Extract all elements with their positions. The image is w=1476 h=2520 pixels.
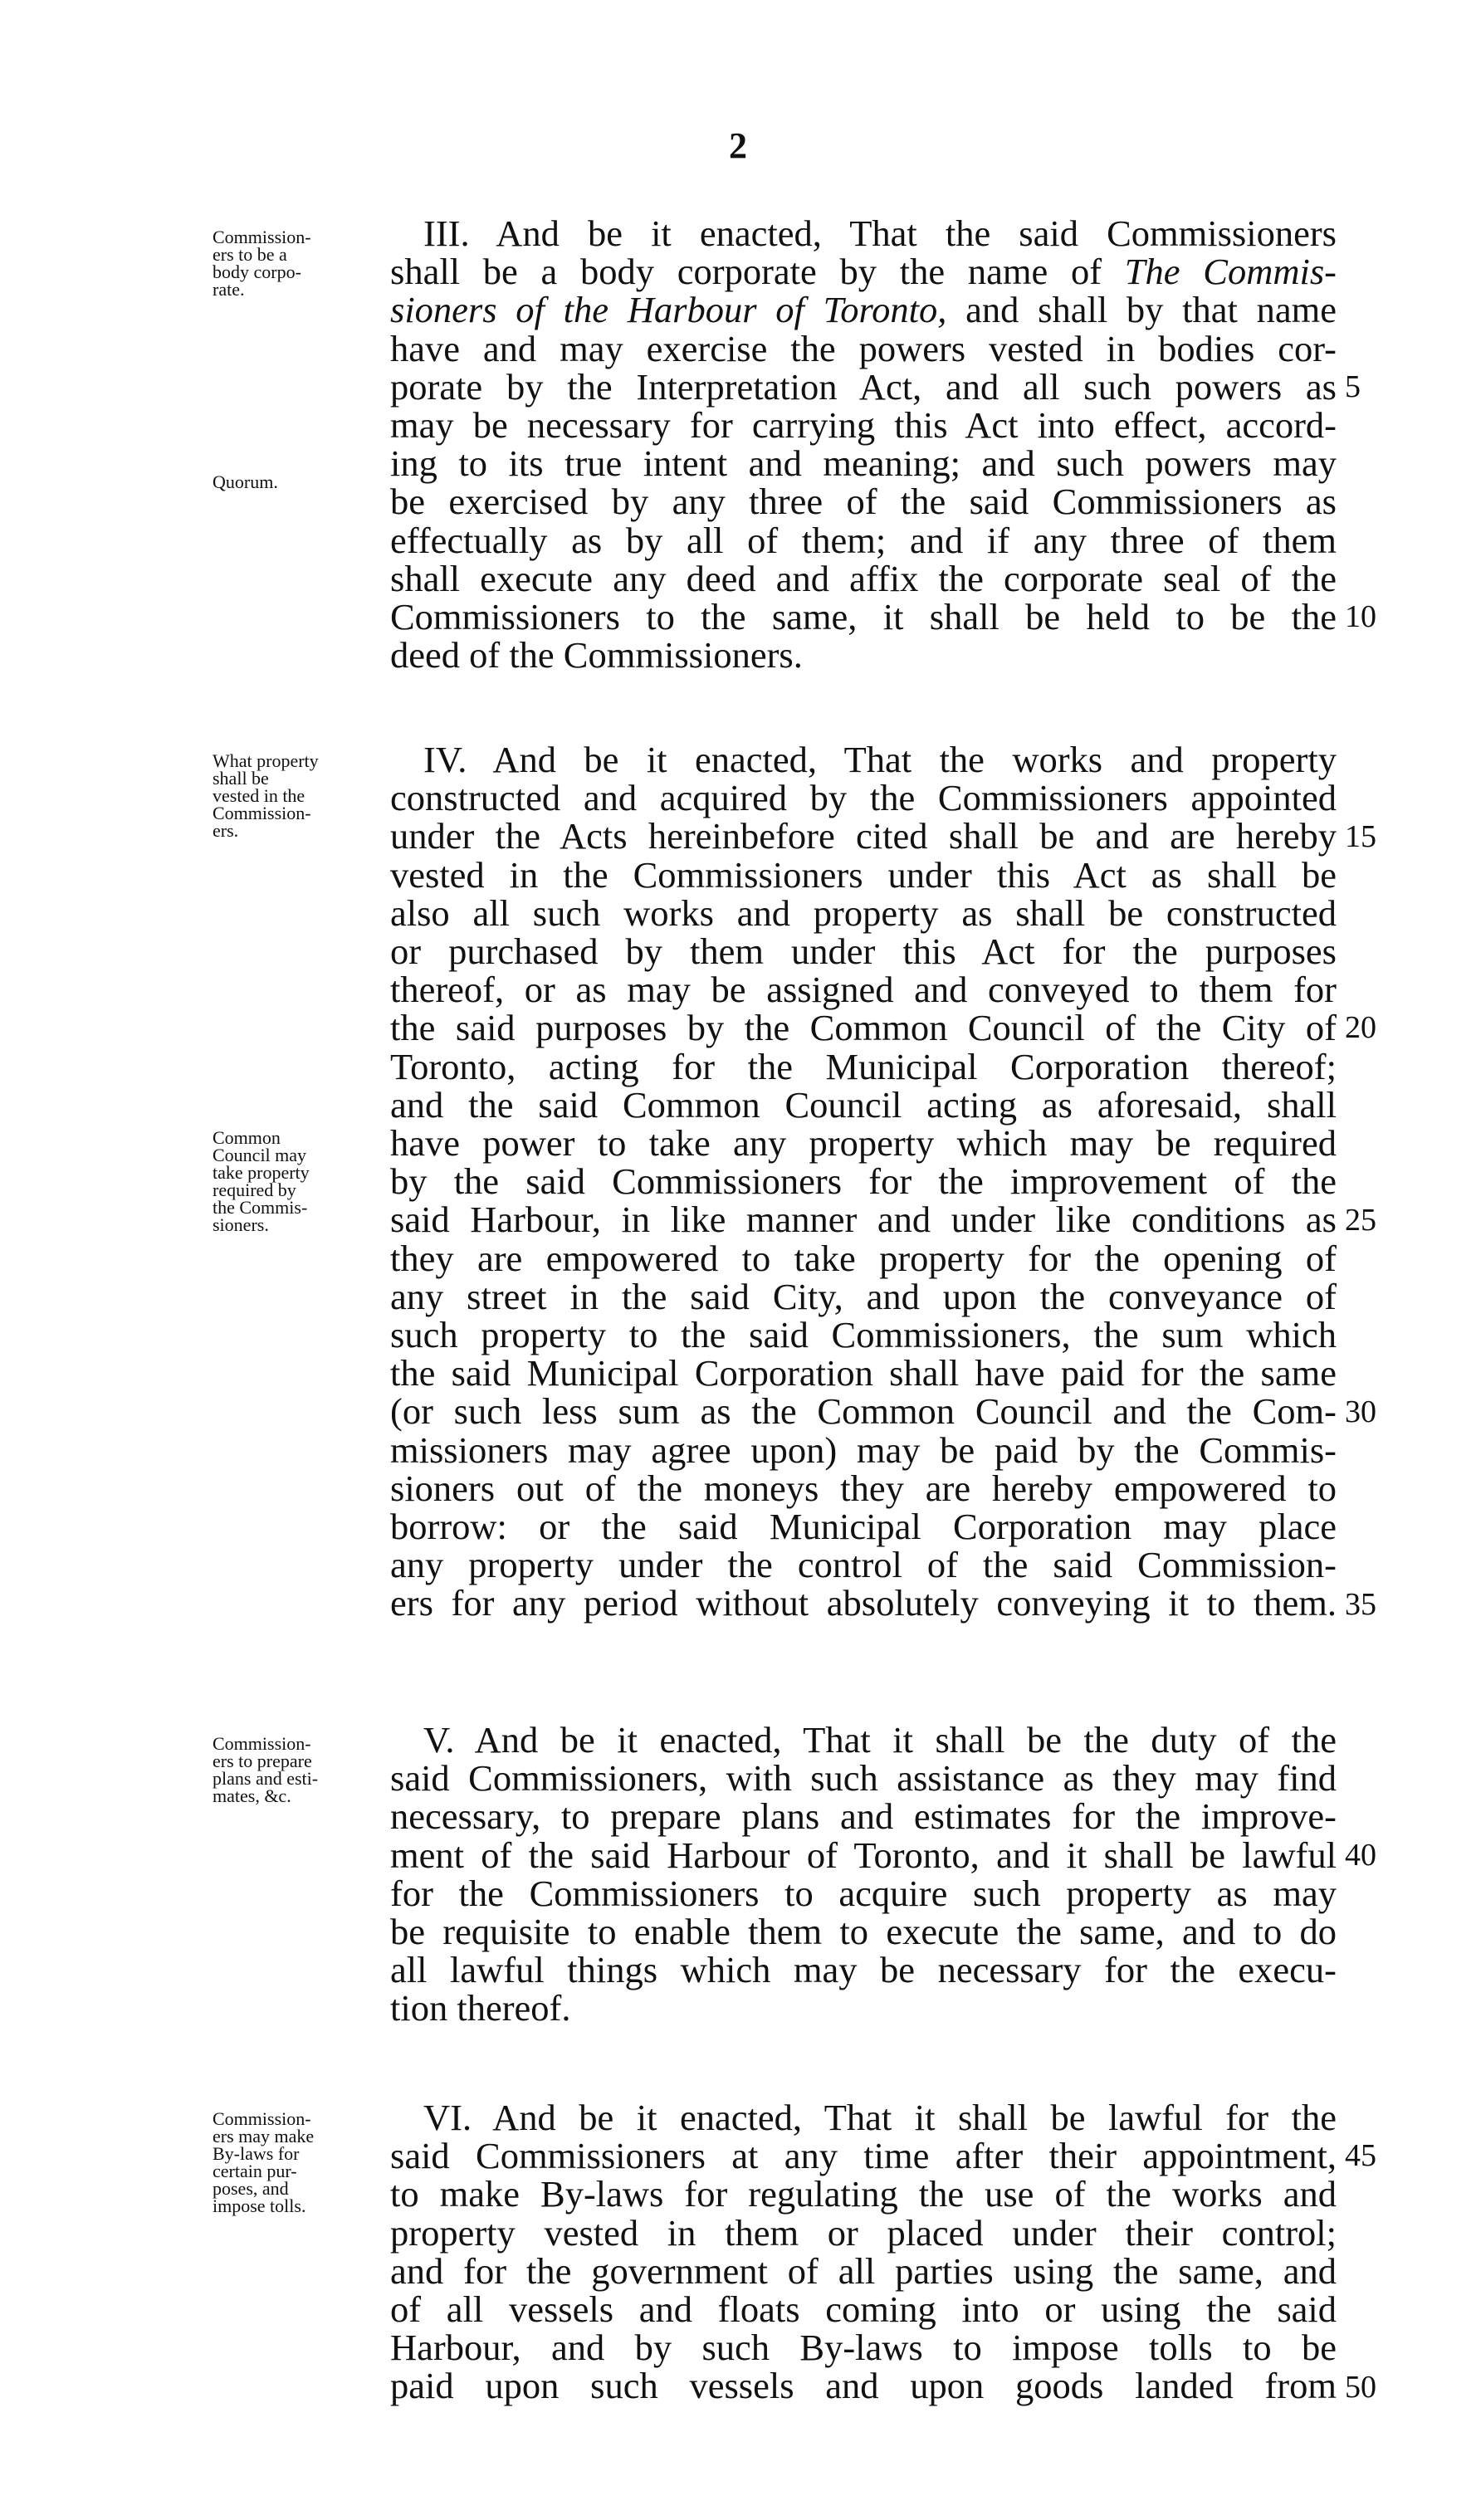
text-line: and for the government of all parties using the same, and: [390, 2249, 1337, 2292]
line-number-50: 50: [1345, 2370, 1376, 2405]
section-iii: [390, 214, 1337, 674]
text-line: deed of the Commissioners.: [390, 634, 803, 676]
sidenote-line: Commission-: [213, 803, 311, 823]
sidenote-line: rate.: [213, 279, 245, 300]
text-line: by the said Commissioners for the improvement of the: [390, 1160, 1337, 1203]
line-number-20: 20: [1345, 1010, 1376, 1045]
sidenote-commissioners-body-corporate: [213, 228, 387, 298]
sidenote-line: the Commis-: [213, 1197, 308, 1218]
line-number-35: 35: [1345, 1587, 1376, 1622]
italic-fragment: sioners of the Harbour of Toronto,: [390, 289, 947, 331]
text-fragment: shall be a body corporate by the name of: [390, 251, 1125, 293]
text-line: porate by the Interpretation Act, and all such powers as: [390, 365, 1337, 408]
text-line: necessary, to prepare plans and estimates for the improve-: [390, 1795, 1337, 1838]
text-line: they are empowered to take property for the opening of: [390, 1237, 1337, 1279]
text-line: be exercised by any three of the said Commissioners as: [390, 481, 1337, 523]
text-line: ers for any period without absolutely conveying it to them.: [390, 1582, 1337, 1624]
sidenote-prepare-plans: [213, 1735, 387, 1805]
text-line: [390, 252, 1337, 291]
italic-fragment: The Commis-: [1124, 251, 1337, 293]
sidenote-line: vested in the: [213, 785, 305, 806]
text-line: effectually as by all of them; and if any three of them: [390, 519, 1337, 561]
text-line: constructed and acquired by the Commissioners appointed: [390, 777, 1337, 819]
text-line: or purchased by them under this Act for the purposes: [390, 930, 1337, 973]
sidenote-line: body corpo-: [213, 261, 301, 282]
text-line: [390, 291, 1337, 329]
sidenote-line: By-laws for: [213, 2143, 300, 2164]
text-line: to make By-laws for regulating the use of the works and: [390, 2173, 1337, 2215]
text-line: said Commissioners at any time after their appointment,: [390, 2135, 1337, 2177]
sidenote-line: impose tolls.: [213, 2195, 306, 2216]
text-line: (or such less sum as the Common Council and the Com-: [390, 1390, 1337, 1433]
sidenote-line: What property: [213, 750, 319, 771]
text-line: all lawful things which may be necessary for the execu-: [390, 1949, 1337, 1991]
text-line: under the Acts hereinbefore cited shall be and are hereby: [390, 815, 1337, 857]
text-line: borrow: or the said Municipal Corporation may place: [390, 1506, 1337, 1548]
sidenote-line: Council may: [213, 1145, 307, 1165]
text-line: IV. And be it enacted, That the works and property: [423, 739, 1337, 780]
sidenote-line: required by: [213, 1179, 296, 1200]
sidenote-line: Commission-: [213, 1733, 311, 1754]
text-line: paid upon such vessels and upon goods landed from: [390, 2365, 1337, 2407]
text-line: such property to the said Commissioners, the sum which: [390, 1314, 1337, 1356]
text-line: for the Commissioners to acquire such property as may: [390, 1872, 1337, 1914]
sidenote-line: shall be: [213, 768, 269, 789]
text-line: the said Municipal Corporation shall have paid for the same: [390, 1352, 1337, 1394]
page-number: 2: [729, 125, 747, 166]
sidenote-quorum: [213, 473, 387, 491]
text-line: ment of the said Harbour of Toronto, and it shall be lawful: [390, 1834, 1337, 1876]
text-line: said Commissioners, with such assistance as they may find: [390, 1757, 1337, 1800]
sidenote-line: plans and esti-: [213, 1768, 319, 1789]
sidenote-line: ers.: [213, 820, 239, 841]
sidenote-line: sioners.: [213, 1214, 269, 1235]
sidenote-line: Commission-: [213, 2108, 311, 2129]
text-fragment: and shall by that name: [946, 289, 1337, 331]
text-line: missioners may agree upon) may be paid by the Commis-: [390, 1428, 1337, 1471]
text-line: sioners out of the moneys they are hereby empowered to: [390, 1467, 1337, 1509]
line-number-5: 5: [1345, 369, 1361, 404]
sidenote-line: take property: [213, 1162, 310, 1183]
sidenote-line: ers to be a: [213, 244, 287, 265]
text-line: property vested in them or placed under their control;: [390, 2211, 1337, 2254]
line-number-15: 15: [1345, 819, 1376, 854]
text-line: be requisite to enable them to execute the same, and to do: [390, 1911, 1337, 1953]
text-line: the said purposes by the Common Council of the City of: [390, 1007, 1337, 1049]
text-line: have and may exercise the powers vested in bodies cor-: [390, 327, 1337, 369]
sidenote-what-property-vested: [213, 752, 387, 839]
line-number-40: 40: [1345, 1838, 1376, 1873]
text-line: also all such works and property as shall be constructed: [390, 891, 1337, 934]
sidenote-line: poses, and: [213, 2178, 289, 2199]
sidenote-common-council-take-property: [213, 1129, 387, 1233]
text-line: ing to its true intent and meaning; and such powers may: [390, 442, 1337, 485]
text-line: III. And be it enacted, That the said Commissioners: [423, 212, 1337, 254]
text-line: Harbour, and by such By-laws to impose tolls to be: [390, 2327, 1337, 2369]
sidenote-line: ers to prepare: [213, 1751, 312, 1771]
line-number-25: 25: [1345, 1203, 1376, 1238]
section-iv: [390, 740, 1337, 1623]
text-line: any property under the control of the said Commission-: [390, 1544, 1337, 1586]
sidenote-bylaws-tolls: [213, 2110, 387, 2215]
text-line: Commissioners to the same, it shall be held to be the: [390, 596, 1337, 638]
sidenote-line: Commission-: [213, 227, 311, 247]
text-line: said Harbour, in like manner and under like conditions as: [390, 1199, 1337, 1241]
line-number-10: 10: [1345, 599, 1376, 634]
section-vi: [390, 2098, 1337, 2405]
text-line: and the said Common Council acting as aforesaid, shall: [390, 1083, 1337, 1126]
text-line: of all vessels and floats coming into or using the said: [390, 2288, 1337, 2331]
text-line: thereof, or as may be assigned and conveyed to them for: [390, 969, 1337, 1011]
text-line: any street in the said City, and upon the conveyance of: [390, 1275, 1337, 1317]
text-line: VI. And be it enacted, That it shall be lawful for the: [423, 2097, 1337, 2138]
text-line: tion thereof.: [390, 1987, 571, 2029]
sidenote-line: ers may make: [213, 2126, 315, 2146]
sidenote-line: Quorum.: [213, 471, 278, 492]
sidenote-line: Common: [213, 1127, 281, 1148]
text-line: shall execute any deed and affix the corporate seal of the: [390, 557, 1337, 599]
text-line: have power to take any property which may be required: [390, 1122, 1337, 1165]
text-line: V. And be it enacted, That it shall be the duty of the: [423, 1719, 1337, 1761]
text-line: Toronto, acting for the Municipal Corporation thereof;: [390, 1045, 1337, 1087]
line-number-45: 45: [1345, 2138, 1376, 2173]
sidenote-line: mates, &c.: [213, 1785, 291, 1806]
line-number-30: 30: [1345, 1394, 1376, 1429]
section-v: [390, 1721, 1337, 2028]
text-line: may be necessary for carrying this Act into effect, accord-: [390, 404, 1337, 447]
sidenote-line: certain pur-: [213, 2161, 297, 2181]
text-line: vested in the Commissioners under this Act as shall be: [390, 853, 1337, 896]
